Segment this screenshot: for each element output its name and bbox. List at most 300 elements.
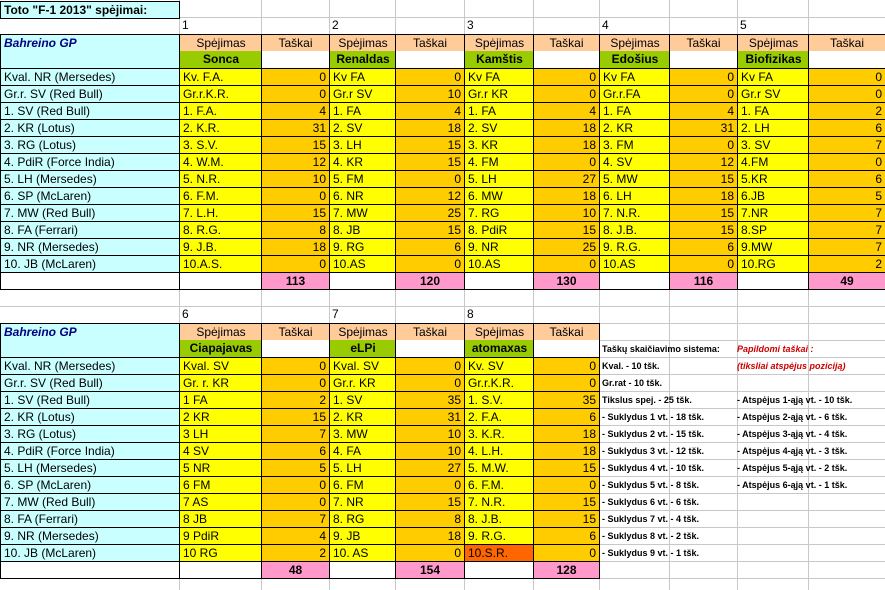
total-points: 113 (261, 272, 330, 290)
total-points: 49 (808, 272, 885, 290)
name-spacer (395, 51, 465, 69)
scoring-rule: - Suklydus 8 vt. - 2 tšk. (602, 531, 700, 541)
guess-cell[interactable]: 3. K.R. (464, 425, 534, 443)
guess-cell[interactable]: 4. SV (599, 153, 670, 171)
scoring-rule: Kval. - 10 tšk. (602, 361, 660, 371)
points-cell[interactable]: 2 (261, 391, 330, 409)
total-points: 130 (533, 272, 600, 290)
player-number: 6 (182, 307, 189, 321)
total-points: 154 (395, 561, 465, 579)
points-cell[interactable]: 2 (261, 544, 330, 562)
guess-cell[interactable]: 1. FA (329, 102, 396, 120)
row-label: 8. FA (Ferrari) (0, 510, 180, 528)
guess-cell[interactable]: 4. KR (329, 153, 396, 171)
guess-cell[interactable]: 10.A.S. (179, 255, 262, 273)
points-cell[interactable]: 6 (808, 170, 885, 188)
row-label: 2. KR (Lotus) (0, 408, 180, 426)
points-cell[interactable]: 4 (395, 102, 465, 120)
points-cell[interactable]: 8 (395, 510, 465, 528)
scoring-rule: - Atspėjus 4-ąją vt. - 3 tšk. (737, 446, 848, 456)
totals-label-spacer (0, 561, 180, 579)
name-spacer (808, 51, 885, 69)
points-cell[interactable]: 10 (261, 170, 330, 188)
points-cell[interactable]: 10 (533, 204, 600, 222)
row-label: Kval. NR (Mersedes) (0, 68, 180, 86)
total-points: 128 (533, 561, 600, 579)
points-cell[interactable]: 7 (808, 221, 885, 239)
row-label: 1. SV (Red Bull) (0, 102, 180, 120)
points-cell[interactable]: 7 (808, 204, 885, 222)
guess-cell[interactable]: 1. F.A. (179, 102, 262, 120)
guess-cell[interactable]: 7. MW (329, 204, 396, 222)
totals-spacer (179, 272, 262, 290)
points-cell[interactable]: 25 (395, 204, 465, 222)
row-label: 8. FA (Ferrari) (0, 221, 180, 239)
label-spacer (0, 340, 180, 358)
points-cell[interactable]: 4 (533, 102, 600, 120)
guess-cell[interactable]: 2. K.R. (179, 119, 262, 137)
points-cell[interactable]: 7 (261, 425, 330, 443)
row-label: 7. MW (Red Bull) (0, 493, 180, 511)
points-cell[interactable]: 15 (261, 408, 330, 426)
gridline-row (0, 306, 885, 307)
scoring-rule: - Suklydus 7 vt. - 4 tšk. (602, 514, 700, 524)
points-cell[interactable]: 0 (261, 85, 330, 103)
points-cell[interactable]: 18 (533, 425, 600, 443)
guess-cell[interactable]: 8. PdiR (464, 221, 534, 239)
guess-cell[interactable]: 9. R.G. (464, 527, 534, 545)
guess-cell[interactable]: 9. J.B. (179, 238, 262, 256)
guess-cell[interactable]: 8. J.B. (599, 221, 670, 239)
row-label: 7. MW (Red Bull) (0, 204, 180, 222)
taskai-header: Taškai (669, 34, 738, 52)
points-cell[interactable]: 0 (261, 255, 330, 273)
player-name: Kamštis (464, 51, 534, 69)
points-cell[interactable]: 0 (261, 493, 330, 511)
guess-cell[interactable]: 10 RG (179, 544, 262, 562)
sheet-title: Toto "F-1 2013" spėjimai: (0, 1, 180, 19)
points-cell[interactable]: 6 (533, 527, 600, 545)
points-cell[interactable]: 15 (395, 153, 465, 171)
row-label: 5. LH (Mersedes) (0, 459, 180, 477)
points-cell[interactable]: 15 (395, 221, 465, 239)
guess-cell[interactable]: Kv FA (737, 68, 809, 86)
guess-cell[interactable]: Gr.r SV (737, 85, 809, 103)
spejimas-header: Spėjimas (179, 323, 262, 341)
guess-cell[interactable]: 1 FA (179, 391, 262, 409)
points-cell[interactable]: 18 (533, 187, 600, 205)
label-spacer (0, 51, 180, 69)
points-cell[interactable]: 0 (669, 136, 738, 154)
guess-cell[interactable]: 2. KR (599, 119, 670, 137)
player-number: 3 (467, 18, 474, 32)
points-cell[interactable]: 0 (395, 170, 465, 188)
race-name: Bahreino GP (0, 323, 180, 341)
totals-label-spacer (0, 272, 180, 290)
guess-cell[interactable]: 8 JB (179, 510, 262, 528)
points-cell[interactable]: 0 (533, 255, 600, 273)
total-points: 116 (669, 272, 738, 290)
guess-cell[interactable]: 7. L.H. (179, 204, 262, 222)
guess-cell[interactable]: 6. MW (464, 187, 534, 205)
player-number: 4 (602, 18, 609, 32)
guess-cell[interactable]: 6.JB (737, 187, 809, 205)
player-number: 8 (467, 307, 474, 321)
guess-cell[interactable]: 7. N.R. (464, 493, 534, 511)
points-cell[interactable]: 31 (261, 119, 330, 137)
row-label: 10. JB (McLaren) (0, 544, 180, 562)
points-cell[interactable]: 0 (808, 153, 885, 171)
guess-cell[interactable]: 10.AS (329, 255, 396, 273)
row-label: 4. PdiR (Force India) (0, 442, 180, 460)
guess-cell[interactable]: 8.SP (737, 221, 809, 239)
guess-cell[interactable]: 1. FA (599, 102, 670, 120)
guess-cell[interactable]: 3. KR (464, 136, 534, 154)
guess-cell[interactable]: Gr.r KR (464, 85, 534, 103)
taskai-header: Taškai (261, 34, 330, 52)
guess-cell[interactable]: 2. F.A. (464, 408, 534, 426)
scoring-rule: - Atspėjus 1-ąją vt. - 10 tšk. (737, 395, 853, 405)
points-cell[interactable]: 18 (669, 187, 738, 205)
guess-cell[interactable]: 5. N.R. (179, 170, 262, 188)
row-label: 10. JB (McLaren) (0, 255, 180, 273)
scoring-rule: Tikslus spej. - 25 tšk. (602, 395, 692, 405)
guess-cell[interactable]: 7. N.R. (599, 204, 670, 222)
spejimas-header: Spėjimas (464, 34, 534, 52)
guess-cell[interactable]: 3. MW (329, 425, 396, 443)
guess-cell[interactable]: 6. LH (599, 187, 670, 205)
scoring-rule: - Atspėjus 5-ąją vt. - 2 tšk. (737, 463, 848, 473)
scoring-rule: (tiksliai atspėjus poziciją) (737, 361, 846, 371)
name-spacer (669, 51, 738, 69)
scoring-rule: - Atspėjus 3-ąją vt. - 4 tšk. (737, 429, 848, 439)
points-cell[interactable]: 18 (261, 238, 330, 256)
guess-cell[interactable]: 2. SV (329, 119, 396, 137)
taskai-header: Taškai (808, 34, 885, 52)
guess-cell[interactable]: 4. FA (329, 442, 396, 460)
points-cell[interactable]: 12 (261, 153, 330, 171)
points-cell[interactable]: 0 (261, 357, 330, 375)
guess-cell[interactable]: 2 KR (179, 408, 262, 426)
row-label: 9. NR (Mersedes) (0, 527, 180, 545)
player-number: 7 (332, 307, 339, 321)
points-cell[interactable]: 12 (669, 153, 738, 171)
points-cell[interactable]: 10 (395, 425, 465, 443)
points-cell[interactable]: 0 (261, 68, 330, 86)
points-cell[interactable]: 15 (533, 221, 600, 239)
player-name: atomaxas (464, 340, 534, 358)
points-cell[interactable]: 7 (808, 238, 885, 256)
spejimas-header: Spėjimas (737, 34, 809, 52)
spejimas-header: Spėjimas (179, 34, 262, 52)
guess-cell[interactable]: Gr.r.K.R. (464, 374, 534, 392)
scoring-rule: Papildomi taškai : (737, 344, 814, 354)
guess-cell[interactable]: 3. S.V. (179, 136, 262, 154)
player-name: Edošius (599, 51, 670, 69)
guess-cell[interactable]: 3. FM (599, 136, 670, 154)
points-cell[interactable]: 0 (395, 374, 465, 392)
guess-cell[interactable]: 1. FA (464, 102, 534, 120)
points-cell[interactable]: 0 (261, 374, 330, 392)
totals-spacer (737, 272, 809, 290)
row-label: 9. NR (Mersedes) (0, 238, 180, 256)
taskai-header: Taškai (395, 323, 465, 341)
points-cell[interactable]: 6 (261, 442, 330, 460)
scoring-rule: Taškų skaičiavimo sistema: (602, 344, 720, 354)
points-cell[interactable]: 25 (533, 238, 600, 256)
taskai-header: Taškai (261, 323, 330, 341)
spejimas-header: Spėjimas (329, 323, 396, 341)
points-cell[interactable]: 2 (808, 102, 885, 120)
points-cell[interactable]: 0 (395, 68, 465, 86)
points-cell[interactable]: 15 (261, 204, 330, 222)
points-cell[interactable]: 8 (261, 221, 330, 239)
scoring-rule: - Suklydus 1 vt. - 18 tšk. (602, 412, 705, 422)
points-cell[interactable]: 0 (808, 68, 885, 86)
guess-cell[interactable]: 4.FM (737, 153, 809, 171)
points-cell[interactable]: 35 (395, 391, 465, 409)
guess-cell[interactable]: 10. AS (329, 544, 396, 562)
points-cell[interactable]: 15 (669, 221, 738, 239)
name-spacer (261, 340, 330, 358)
guess-cell[interactable]: 5. M.W. (464, 459, 534, 477)
guess-cell[interactable]: 6. F.M. (464, 476, 534, 494)
guess-cell[interactable]: 4 SV (179, 442, 262, 460)
row-label: Gr.r. SV (Red Bull) (0, 374, 180, 392)
player-number: 1 (182, 18, 189, 32)
points-cell[interactable]: 0 (533, 544, 600, 562)
points-cell[interactable]: 15 (261, 136, 330, 154)
points-cell[interactable]: 0 (533, 85, 600, 103)
total-points: 48 (261, 561, 330, 579)
row-label: 6. SP (McLaren) (0, 476, 180, 494)
name-spacer (533, 340, 600, 358)
row-label: Kval. NR (Mersedes) (0, 357, 180, 375)
guess-cell[interactable]: 10.RG (737, 255, 809, 273)
guess-cell[interactable]: 8. J.B. (464, 510, 534, 528)
guess-cell[interactable]: 5. LH (464, 170, 534, 188)
points-cell[interactable]: 0 (669, 255, 738, 273)
points-cell[interactable]: 18 (395, 119, 465, 137)
scoring-rule: - Suklydus 5 vt. - 8 tšk. (602, 480, 700, 490)
points-cell[interactable]: 6 (395, 238, 465, 256)
scoring-rule: - Suklydus 2 vt. - 15 tšk. (602, 429, 705, 439)
guess-cell[interactable]: 9. R.G. (599, 238, 670, 256)
guess-cell[interactable]: 7.NR (737, 204, 809, 222)
row-label: 1. SV (Red Bull) (0, 391, 180, 409)
points-cell[interactable]: 0 (533, 374, 600, 392)
guess-cell[interactable]: 6 FM (179, 476, 262, 494)
points-cell[interactable]: 31 (395, 408, 465, 426)
guess-cell[interactable]: 1. SV (329, 391, 396, 409)
points-cell[interactable]: 0 (669, 68, 738, 86)
scoring-rule: - Suklydus 4 vt. - 10 tšk. (602, 463, 705, 473)
totals-spacer (179, 561, 262, 579)
points-cell[interactable]: 15 (395, 136, 465, 154)
taskai-header: Taškai (533, 34, 600, 52)
guess-cell[interactable]: 7. RG (464, 204, 534, 222)
points-cell[interactable]: 15 (533, 493, 600, 511)
guess-cell[interactable]: 8. RG (329, 510, 396, 528)
guess-cell[interactable]: 10.AS (464, 255, 534, 273)
taskai-header: Taškai (533, 323, 600, 341)
points-cell[interactable]: 7 (808, 136, 885, 154)
spejimas-header: Spėjimas (329, 34, 396, 52)
points-cell[interactable]: 0 (533, 68, 600, 86)
row-label: 3. RG (Lotus) (0, 136, 180, 154)
points-cell[interactable]: 18 (533, 442, 600, 460)
guess-cell[interactable]: 5. FM (329, 170, 396, 188)
guess-cell[interactable]: 2. LH (737, 119, 809, 137)
points-cell[interactable]: 0 (395, 357, 465, 375)
scoring-rule: - Suklydus 6 vt. - 6 tšk. (602, 497, 700, 507)
player-number: 5 (740, 18, 747, 32)
guess-cell[interactable]: Kval. SV (179, 357, 262, 375)
guess-cell[interactable]: Kv. SV (464, 357, 534, 375)
guess-cell[interactable]: 8. R.G. (179, 221, 262, 239)
guess-cell[interactable]: Gr.r. KR (329, 374, 396, 392)
scoring-rule: - Suklydus 9 vt. - 1 tšk. (602, 548, 700, 558)
scoring-rule: - Atspėjus 6-ąją vt. - 1 tšk. (737, 480, 848, 490)
row-label: Gr.r. SV (Red Bull) (0, 85, 180, 103)
points-cell[interactable]: 4 (261, 102, 330, 120)
points-cell[interactable]: 4 (261, 527, 330, 545)
guess-cell[interactable]: 3. SV (737, 136, 809, 154)
guess-cell[interactable]: 3. LH (329, 136, 396, 154)
guess-cell[interactable]: 9. NR (464, 238, 534, 256)
guess-cell[interactable]: Gr.r SV (329, 85, 396, 103)
scoring-rule: - Suklydus 3 vt. - 12 tšk. (602, 446, 705, 456)
points-cell[interactable]: 2 (808, 255, 885, 273)
points-cell[interactable]: 0 (395, 255, 465, 273)
guess-cell[interactable]: Gr.r.FA (599, 85, 670, 103)
scoring-rule: Gr.rat - 10 tšk. (602, 378, 663, 388)
points-cell[interactable]: 4 (669, 102, 738, 120)
points-cell[interactable]: 18 (533, 136, 600, 154)
points-cell[interactable]: 27 (395, 459, 465, 477)
points-cell[interactable]: 6 (533, 408, 600, 426)
scoring-rule: - Atspėjus 2-ąją vt. - 6 tšk. (737, 412, 848, 422)
guess-cell[interactable]: 5. LH (329, 459, 396, 477)
row-label: 6. SP (McLaren) (0, 187, 180, 205)
points-cell[interactable]: 0 (261, 476, 330, 494)
player-name: eLPi (329, 340, 396, 358)
points-cell[interactable]: 6 (669, 238, 738, 256)
totals-spacer (464, 272, 534, 290)
guess-cell[interactable]: 6. F.M. (179, 187, 262, 205)
guess-cell[interactable]: 5. MW (599, 170, 670, 188)
guess-cell[interactable]: Kv. F.A. (179, 68, 262, 86)
guess-cell[interactable]: Kv FA (329, 68, 396, 86)
guess-cell[interactable]: 9. RG (329, 238, 396, 256)
name-spacer (533, 51, 600, 69)
race-name: Bahreino GP (0, 34, 180, 52)
points-cell[interactable]: 0 (808, 85, 885, 103)
guess-cell[interactable]: 7 AS (179, 493, 262, 511)
points-cell[interactable]: 5 (808, 187, 885, 205)
guess-cell[interactable]: 1. S.V. (464, 391, 534, 409)
guess-cell[interactable]: 9.MW (737, 238, 809, 256)
player-name: Ciapajavas (179, 340, 262, 358)
points-cell[interactable]: 15 (533, 459, 600, 477)
taskai-header: Taškai (395, 34, 465, 52)
points-cell[interactable]: 0 (261, 187, 330, 205)
points-cell[interactable]: 31 (669, 119, 738, 137)
row-label: 5. LH (Mersedes) (0, 170, 180, 188)
totals-spacer (329, 561, 396, 579)
totals-spacer (599, 272, 670, 290)
points-cell[interactable]: 0 (395, 544, 465, 562)
guess-cell[interactable]: 8. JB (329, 221, 396, 239)
spejimas-header: Spėjimas (599, 34, 670, 52)
player-name: Biofizikas (737, 51, 809, 69)
row-label: 4. PdiR (Force India) (0, 153, 180, 171)
guess-cell[interactable]: 6. NR (329, 187, 396, 205)
guess-cell[interactable]: 4. FM (464, 153, 534, 171)
points-cell[interactable]: 7 (261, 510, 330, 528)
points-cell[interactable]: 0 (669, 85, 738, 103)
guess-cell[interactable]: 6. FM (329, 476, 396, 494)
row-label: 3. RG (Lotus) (0, 425, 180, 443)
guess-cell[interactable]: 4. L.H. (464, 442, 534, 460)
points-cell[interactable]: 10 (395, 85, 465, 103)
player-number: 2 (332, 18, 339, 32)
guess-cell[interactable]: 2. SV (464, 119, 534, 137)
points-cell[interactable]: 0 (533, 153, 600, 171)
guess-cell[interactable]: 2. KR (329, 408, 396, 426)
totals-spacer (329, 272, 396, 290)
points-cell[interactable]: 35 (533, 391, 600, 409)
points-cell[interactable]: 18 (395, 527, 465, 545)
points-cell[interactable]: 15 (669, 204, 738, 222)
points-cell[interactable]: 12 (395, 187, 465, 205)
name-spacer (395, 340, 465, 358)
points-cell[interactable]: 5 (261, 459, 330, 477)
points-cell[interactable]: 15 (533, 510, 600, 528)
guess-cell[interactable]: 5.KR (737, 170, 809, 188)
guess-cell[interactable]: 4. W.M. (179, 153, 262, 171)
player-name: Renaldas (329, 51, 396, 69)
guess-cell[interactable]: 9. JB (329, 527, 396, 545)
guess-cell[interactable]: 3 LH (179, 425, 262, 443)
points-cell[interactable]: 0 (533, 357, 600, 375)
guess-cell[interactable]: Gr. r. KR (179, 374, 262, 392)
guess-cell[interactable]: 9 PdiR (179, 527, 262, 545)
guess-cell[interactable]: 10.AS (599, 255, 670, 273)
points-cell[interactable]: 6 (808, 119, 885, 137)
total-points: 120 (395, 272, 465, 290)
guess-cell[interactable]: Kv FA (464, 68, 534, 86)
guess-cell[interactable]: Kval. SV (329, 357, 396, 375)
row-label: 2. KR (Lotus) (0, 119, 180, 137)
points-cell[interactable]: 10 (395, 442, 465, 460)
totals-spacer (464, 561, 534, 579)
points-cell[interactable]: 15 (395, 493, 465, 511)
points-cell[interactable]: 18 (533, 119, 600, 137)
guess-cell[interactable]: 10.S.R. (464, 544, 534, 562)
guess-cell[interactable]: Kv FA (599, 68, 670, 86)
points-cell[interactable]: 0 (395, 476, 465, 494)
guess-cell[interactable]: 7. NR (329, 493, 396, 511)
guess-cell[interactable]: 5 NR (179, 459, 262, 477)
points-cell[interactable]: 15 (669, 170, 738, 188)
guess-cell[interactable]: 1. FA (737, 102, 809, 120)
player-name: Sonca (179, 51, 262, 69)
name-spacer (261, 51, 330, 69)
guess-cell[interactable]: Gr.r.K.R. (179, 85, 262, 103)
points-cell[interactable]: 27 (533, 170, 600, 188)
points-cell[interactable]: 0 (533, 476, 600, 494)
